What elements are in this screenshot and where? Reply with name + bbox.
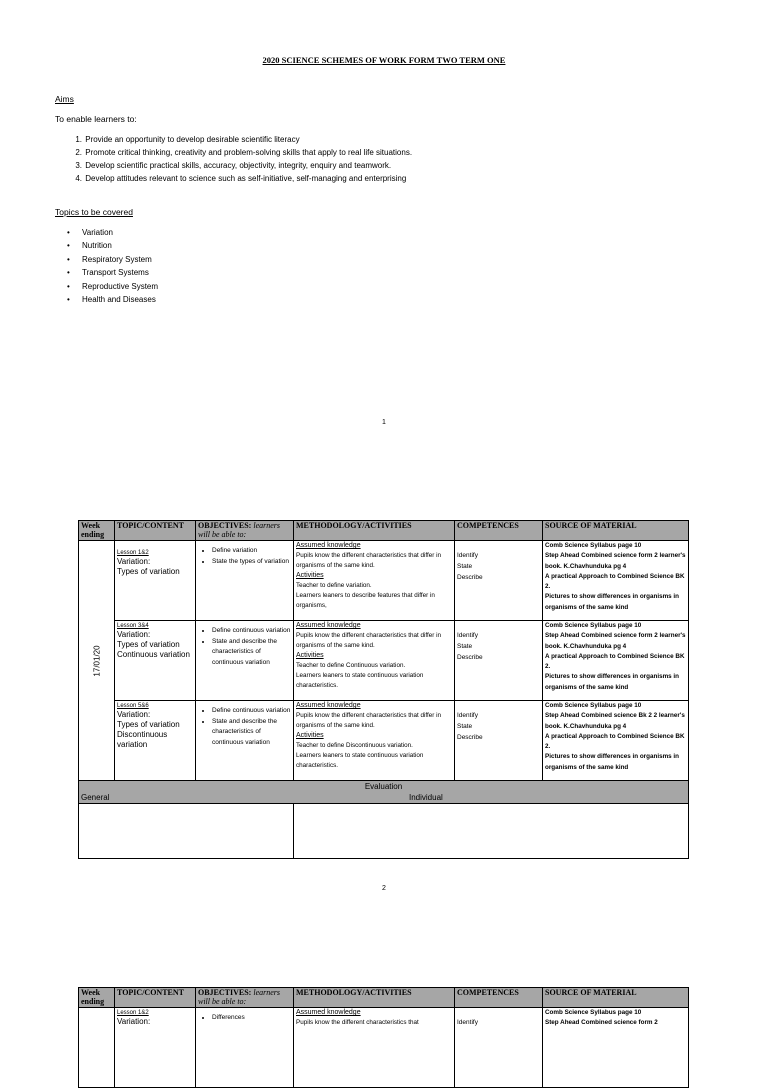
evaluation-general-box[interactable] bbox=[79, 804, 294, 859]
week-ending-date: 17/01/20 bbox=[92, 644, 101, 677]
evaluation-individual-box[interactable] bbox=[294, 804, 689, 859]
topic-cell: Lesson 3&4 Variation: Types of variation Continuous variation bbox=[115, 621, 196, 701]
header-methodology: METHODOLOGY/ACTIVITIES bbox=[294, 521, 455, 541]
methodology-cell: Assumed knowledge Pupils know the different characteristics that differ in organisms of the same kind. Activities Teacher to define variation. Learners leaners to describe features that differ in organisms, bbox=[294, 541, 455, 621]
objectives-cell: • Define variation • State the types of variation bbox=[196, 541, 294, 621]
topics-heading: Topics to be covered bbox=[55, 207, 133, 217]
page-number: 2 bbox=[382, 885, 386, 892]
evaluation-general-label: General bbox=[81, 793, 110, 802]
aims-list-item: 4. Develop attitudes relevant to science such as self-initiative, self-managing and enterprising bbox=[75, 174, 407, 183]
aims-list-item: 3. Develop scientific practical skills, accuracy, objectivity, integrity, enquiry and teamwork. bbox=[75, 161, 392, 170]
source-cell: Comb Science Syllabus page 10 Step Ahead Combined science form 2 learner's book. K.Chavhunduka pg 4 A practical Approach to Combined Science BK 2. Pictures to show differences in organisms in organisms of the same kind bbox=[543, 541, 689, 621]
methodology-cell: Assumed knowledge Pupils know the different characteristics that differ in organisms of the same kind. Activities Teacher to define Continuous variation. Learners leaners to state continuous variation characteristics. bbox=[294, 621, 455, 701]
methodology-cell: Assumed knowledge Pupils know the different characteristics that differ in organisms of the same kind. Activities Teacher to define Discontinuous variation. Learners leaners to state continuous variation characteristics. bbox=[294, 701, 455, 781]
aims-list-item: 2. Promote critical thinking, creativity and problem-solving skills that apply to real life situations. bbox=[75, 148, 413, 157]
competences-cell: Identify State Describe bbox=[455, 701, 543, 781]
table-row bbox=[79, 621, 689, 701]
topic-item: • Variation bbox=[67, 228, 113, 237]
topic-cell: Lesson 5&6 Variation: Types of variation Discontinuous variation bbox=[115, 701, 196, 781]
topic-item: • Health and Diseases bbox=[67, 294, 156, 304]
competences-cell: Identify State Describe bbox=[455, 541, 543, 621]
topic-item: • Reproductive System bbox=[67, 281, 159, 291]
page-number: 1 bbox=[382, 419, 386, 426]
topic-cell: Lesson 1&2 Variation: Types of variation bbox=[115, 541, 196, 621]
topic-cell: Lesson 1&2 Variation: bbox=[115, 1008, 196, 1088]
week-cell bbox=[79, 541, 115, 781]
header-objectives: OBJECTIVES: learners will be able to: bbox=[196, 521, 294, 541]
objectives-cell: • Define continuous variation • State and describe the characteristics of continuous variation bbox=[196, 701, 294, 781]
table-row bbox=[79, 541, 689, 621]
topic-item: • Transport Systems bbox=[67, 268, 149, 278]
header-competences: COMPETENCES bbox=[455, 521, 543, 541]
aims-list bbox=[55, 133, 412, 185]
topic-item: • Respiratory System bbox=[67, 254, 152, 264]
table-row bbox=[79, 701, 689, 781]
header-source: SOURCE OF MATERIAL bbox=[543, 521, 689, 541]
competences-cell: Identify State Describe bbox=[455, 621, 543, 701]
aims-intro: To enable learners to: bbox=[55, 114, 137, 124]
objectives-cell: • Differences bbox=[196, 1008, 294, 1088]
header-competences: COMPETENCES bbox=[455, 988, 543, 1008]
scheme-table-2 bbox=[78, 987, 689, 1088]
evaluation-cell bbox=[79, 781, 689, 804]
objectives-cell: • Define continuous variation • State and describe the characteristics of continuous variation bbox=[196, 621, 294, 701]
evaluation-individual-label: Individual bbox=[409, 793, 443, 802]
table-header-row bbox=[79, 988, 689, 1008]
topic-item: • Nutrition bbox=[67, 241, 112, 251]
week-cell bbox=[79, 1008, 115, 1088]
aims-heading: Aims bbox=[55, 94, 74, 104]
evaluation-title: Evaluation bbox=[364, 782, 403, 791]
table-row bbox=[79, 1008, 689, 1088]
source-cell: Comb Science Syllabus page 10 Step Ahead Combined science Bk 2 2 learner's book. K.Chavhunduka pg 4 A practical Approach to Combined Science BK 2. Pictures to show differences in organisms in organisms of the same kind bbox=[543, 701, 689, 781]
evaluation-row bbox=[79, 781, 689, 804]
header-methodology: METHODOLOGY/ACTIVITIES bbox=[294, 988, 455, 1008]
document-title: 2020 SCIENCE SCHEMES OF WORK FORM TWO TERM ONE bbox=[262, 55, 506, 65]
header-week: Week ending bbox=[79, 521, 115, 541]
header-topic: TOPIC/CONTENT bbox=[115, 521, 196, 541]
table-header-row bbox=[79, 521, 689, 541]
header-objectives: OBJECTIVES: learners will be able to: bbox=[196, 988, 294, 1008]
evaluation-blank-row bbox=[79, 804, 689, 859]
header-source: SOURCE OF MATERIAL bbox=[543, 988, 689, 1008]
source-cell: Comb Science Syllabus page 10 Step Ahead Combined science form 2 learner's book. K.Chavhunduka pg 4 A practical Approach to Combined Science BK 2. Pictures to show differences in organisms in organisms of the same kind bbox=[543, 621, 689, 701]
header-topic: TOPIC/CONTENT bbox=[115, 988, 196, 1008]
source-cell: Comb Science Syllabus page 10 Step Ahead Combined science form 2 bbox=[543, 1008, 689, 1088]
scheme-table bbox=[78, 520, 689, 859]
aims-list-item: 1. Provide an opportunity to develop desirable scientific literacy bbox=[75, 135, 300, 144]
competences-cell: Identify bbox=[455, 1008, 543, 1088]
topics-list bbox=[67, 226, 158, 306]
methodology-cell: Assumed knowledge Pupils know the different characteristics that bbox=[294, 1008, 455, 1088]
header-week: Week ending bbox=[79, 988, 115, 1008]
